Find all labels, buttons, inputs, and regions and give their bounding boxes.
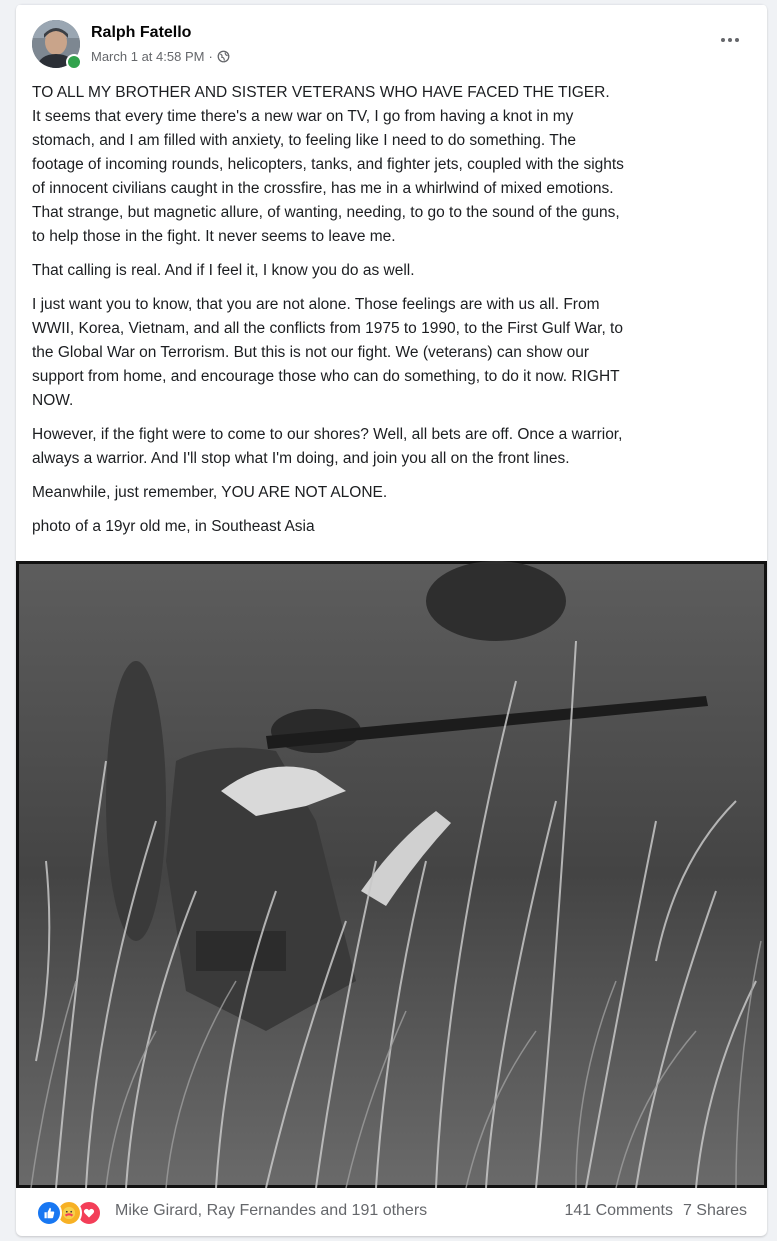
post-text-line: the Global War on Terrorism. But this is not our fight. We (veterans) can show our xyxy=(32,344,590,361)
post-text-line: However, if the fight were to come to our shores? Well, all bets are off. Once a warrior, xyxy=(32,426,623,443)
post-header xyxy=(16,4,767,74)
post-text-line: to help those in the fight. It never seems to leave me. xyxy=(32,228,396,245)
post-paragraph xyxy=(32,481,752,505)
globe-icon[interactable] xyxy=(217,50,230,63)
post-text-line: It seems that every time there's a new war on TV, I go from having a knot in my xyxy=(32,108,574,125)
post-footer xyxy=(16,1188,767,1236)
post-text-line: That strange, but magnetic allure, of wanting, needing, to go to the sound of the guns, xyxy=(32,204,620,221)
post-text xyxy=(32,81,752,549)
post-card xyxy=(16,4,767,1236)
post-paragraph xyxy=(32,81,752,249)
post-text-line: stomach, and I am filled with anxiety, to feeling like I need to do something. The xyxy=(32,132,576,149)
post-text-line: Meanwhile, just remember, YOU ARE NOT ALONE. xyxy=(32,484,388,501)
post-text-line: always a warrior. And I'll stop what I'm doing, and join you all on the front lines. xyxy=(32,450,570,467)
post-meta xyxy=(91,49,230,64)
comments-count[interactable]: 141 Comments xyxy=(564,1202,673,1219)
soldier-photo xyxy=(16,561,767,1188)
post-paragraph xyxy=(32,515,752,539)
author-name[interactable]: Ralph Fatello xyxy=(91,24,192,41)
post-text-line: photo of a 19yr old me, in Southeast Asia xyxy=(32,518,315,535)
like-icon xyxy=(36,1200,62,1226)
post-paragraph xyxy=(32,293,752,413)
post-text-line: I just want you to know, that you are not alone. Those feelings are with us all. From xyxy=(32,296,600,313)
post-text-line: of innocent civilians caught in the crossfire, has me in a whirlwind of mixed emotions. xyxy=(32,180,614,197)
meta-separator: · xyxy=(208,49,213,64)
post-text-line: TO ALL MY BROTHER AND SISTER VETERANS WHO HAVE FACED THE TIGER. xyxy=(32,84,610,101)
reactions-summary[interactable] xyxy=(36,1200,96,1224)
post-paragraph xyxy=(32,423,752,471)
engagement-counts xyxy=(564,1202,747,1220)
post-text-line: That calling is real. And if I feel it, I know you do as well. xyxy=(32,262,415,279)
shares-count[interactable]: 7 Shares xyxy=(682,1202,747,1219)
post-text-line: footage of incoming rounds, helicopters, tanks, and fighter jets, coupled with the sights xyxy=(32,156,624,173)
post-paragraph xyxy=(32,259,752,283)
post-text-line: support from home, and encourage those who can do something, to do it now. RIGHT xyxy=(32,368,620,385)
reaction-names[interactable]: Mike Girard, Ray Fernandes and 191 others xyxy=(115,1202,428,1219)
post-text-line: WWII, Korea, Vietnam, and all the conflicts from 1975 to 1990, to the First Gulf War, to xyxy=(32,320,623,337)
post-timestamp[interactable]: March 1 at 4:58 PM xyxy=(91,49,205,64)
post-text-line: NOW. xyxy=(32,392,74,409)
online-status-dot xyxy=(66,54,82,70)
post-photo[interactable] xyxy=(16,561,767,1188)
more-options-icon[interactable] xyxy=(715,30,745,50)
